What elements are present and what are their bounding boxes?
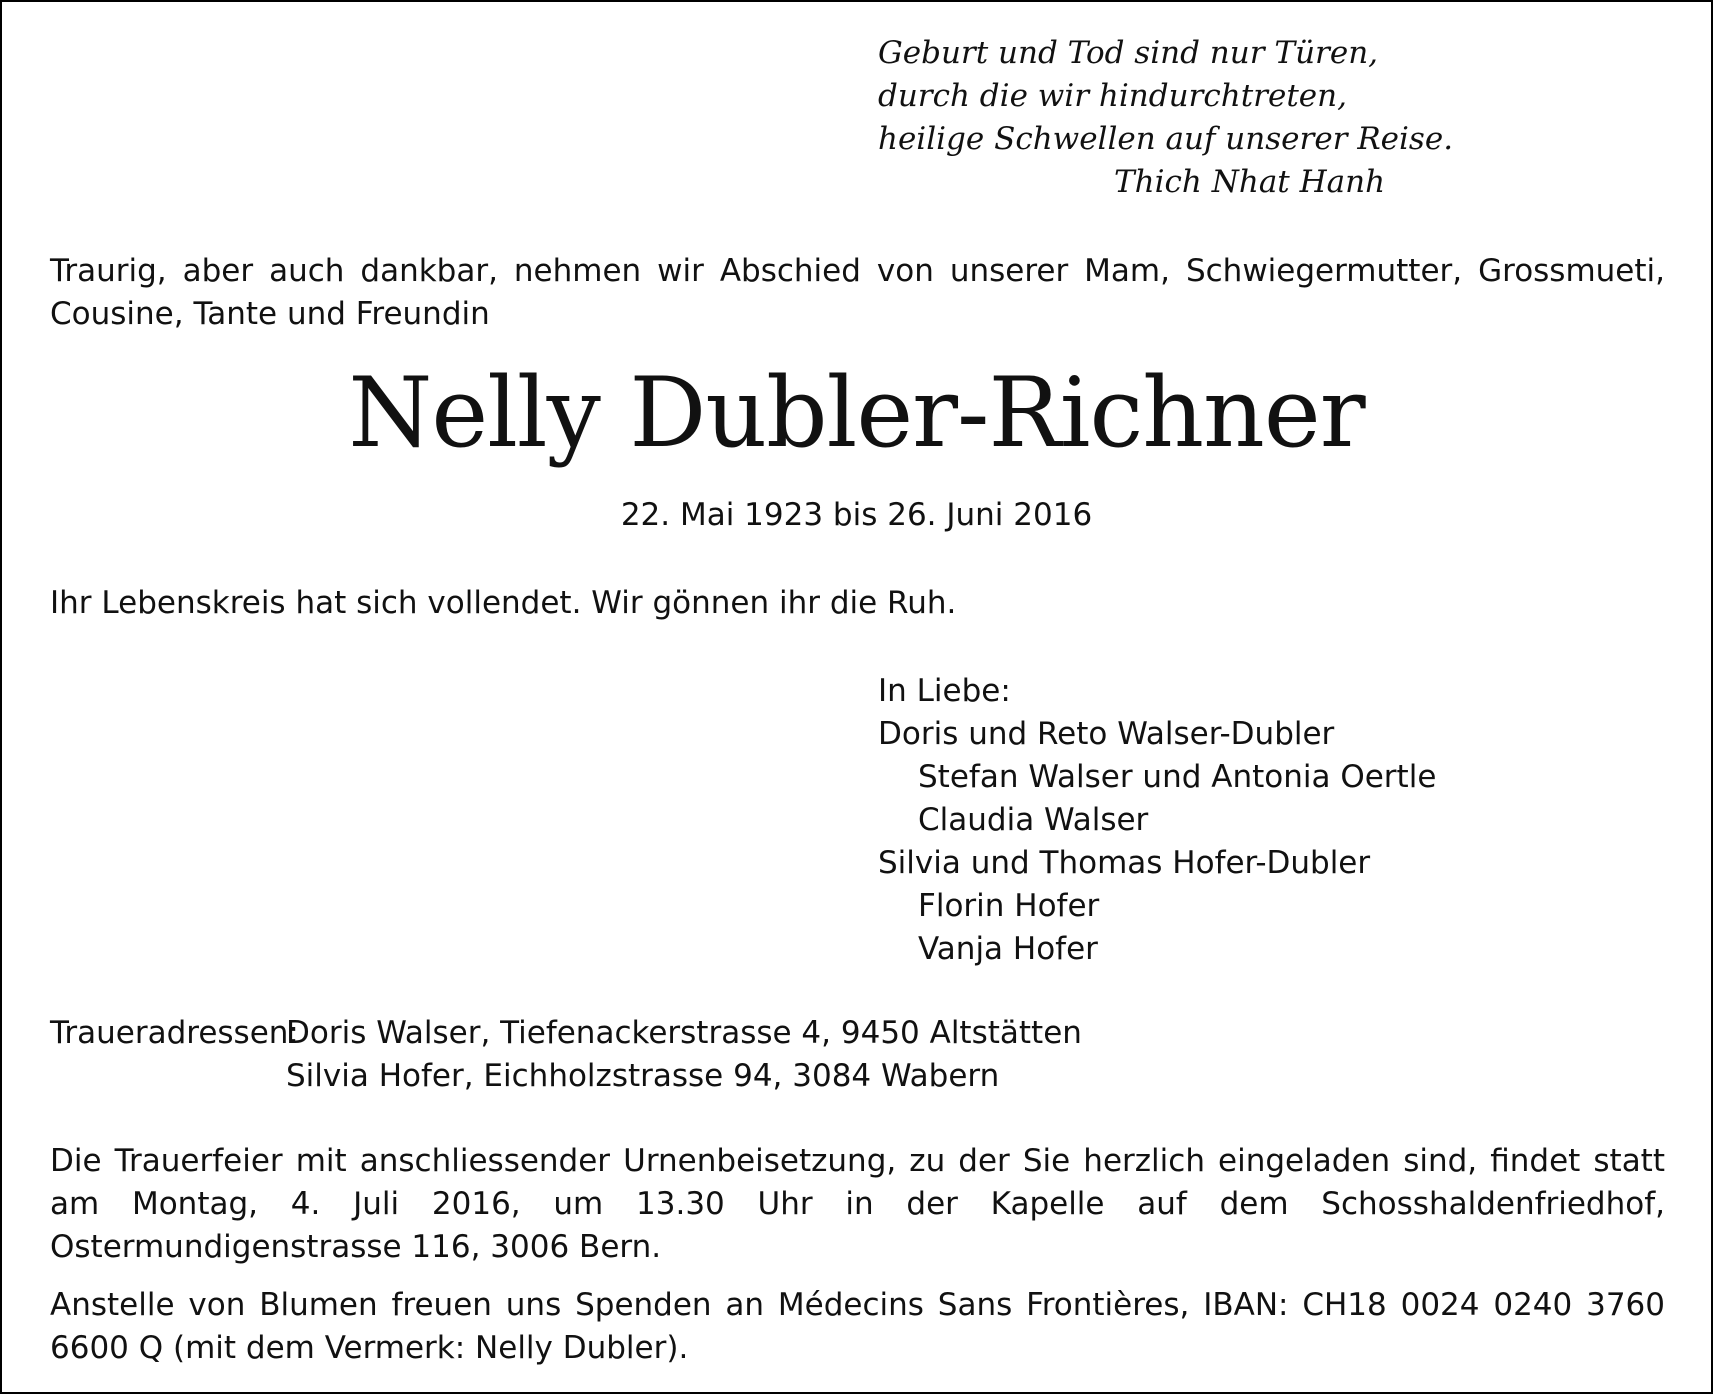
quote-author: Thich Nhat Hanh <box>1114 164 1386 200</box>
family-member: Florin Hofer <box>918 888 1100 924</box>
epigraph-quote <box>878 32 1453 204</box>
addresses-list <box>286 1012 1082 1098</box>
quote-line: heilige Schwellen auf unserer Reise. <box>878 121 1454 157</box>
family-member: Doris und Reto Walser-Dubler <box>878 716 1335 752</box>
donation-info: Anstelle von Blumen freuen uns Spenden an Médecins Sans Frontières, IBAN: CH18 0024 0240 3760 6600 Q (mit dem Vermerk: Nelly Dubler). <box>50 1287 1665 1366</box>
life-dates: 22. Mai 1923 bis 26. Juni 2016 <box>620 497 1093 533</box>
family-member: Claudia Walser <box>918 802 1149 838</box>
family-member: Stefan Walser und Antonia Oertle <box>918 759 1437 795</box>
ceremony-info: Die Trauerfeier mit anschliessender Urnenbeisetzung, zu der Sie herzlich eingeladen sind, findet statt am Montag, 4. Juli 2016, um 13.30 Uhr in der Kapelle auf dem Schosshaldenfriedhof, Ostermundigenstrasse 116, 3006 Bern. <box>50 1143 1665 1265</box>
closing-sentence: Ihr Lebenskreis hat sich vollendet. Wir gönnen ihr die Ruh. <box>50 585 957 621</box>
addresses-label: Traueradressen: <box>50 1015 299 1051</box>
intro-text: Traurig, aber auch dankbar, nehmen wir Abschied von unserer Mam, Schwiegermutter, Grossmueti, Cousine, Tante und Freundin <box>50 253 1665 332</box>
family-member: Vanja Hofer <box>918 931 1098 967</box>
quote-line: Geburt und Tod sind nur Türen, <box>878 35 1379 71</box>
address-line: Doris Walser, Tiefenackerstrasse 4, 9450 Altstätten <box>286 1015 1082 1051</box>
address-line: Silvia Hofer, Eichholzstrasse 94, 3084 Wabern <box>286 1058 1000 1094</box>
quote-line: durch die wir hindurchtreten, <box>878 78 1347 114</box>
family-member: Silvia und Thomas Hofer-Dubler <box>878 845 1371 881</box>
family-heading: In Liebe: <box>878 673 1011 709</box>
deceased-name: Nelly Dubler-Richner <box>348 357 1365 469</box>
family-list <box>878 670 1436 971</box>
